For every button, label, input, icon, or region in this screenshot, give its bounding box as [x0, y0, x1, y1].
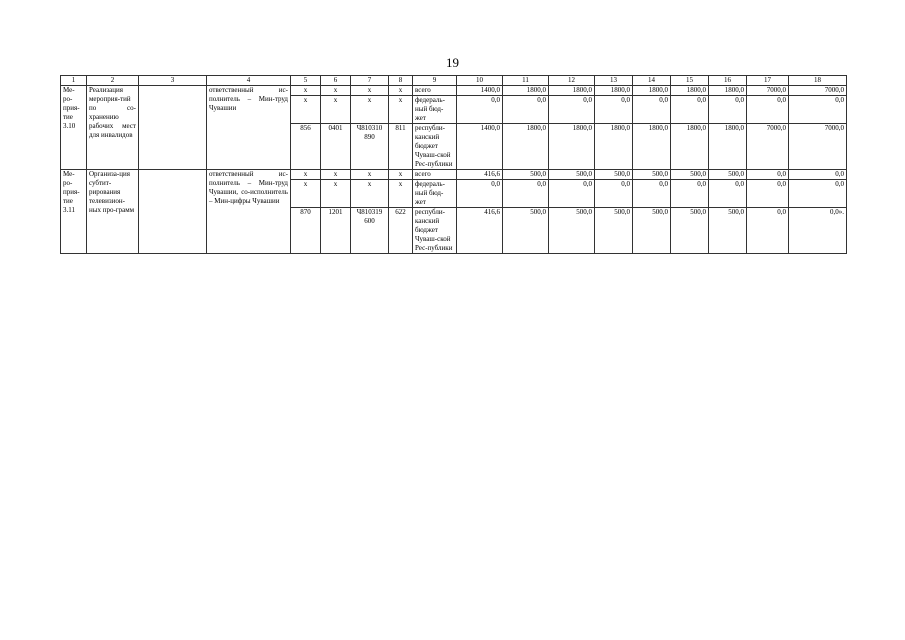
code-cell: 0401: [321, 124, 351, 170]
amount-cell: 0,0: [595, 180, 633, 208]
amount-cell: 500,0: [633, 208, 671, 254]
code-cell: 856: [291, 124, 321, 170]
amount-cell: 0,0: [633, 180, 671, 208]
column-header: 16: [709, 76, 747, 86]
code-cell: x: [291, 86, 321, 96]
code-cell: x: [351, 170, 389, 180]
amount-cell: 0,0: [595, 96, 633, 124]
funding-source-cell: федераль-ный бюд-жет: [413, 180, 457, 208]
executor-cell: ответственный ис-полнитель – Мин-труд Чувашии: [207, 86, 291, 170]
amount-cell: 500,0: [549, 208, 595, 254]
page-number: 19: [446, 55, 459, 70]
code-cell: x: [351, 86, 389, 96]
code-cell: 870: [291, 208, 321, 254]
funding-source-cell: республи-канский бюджет Чуваш-ской Рес-публики: [413, 124, 457, 170]
code-cell: 622: [389, 208, 413, 254]
event-number: Ме- ро- прия- тие 3.10: [61, 86, 87, 170]
code-cell: x: [351, 180, 389, 208]
amount-cell: 500,0: [671, 208, 709, 254]
amount-cell: 1800,0: [709, 124, 747, 170]
code-cell: x: [389, 180, 413, 208]
code-cell: x: [321, 180, 351, 208]
amount-cell: 500,0: [503, 170, 549, 180]
executor-cell: ответственный ис-полнитель – Мин-труд Чувашии, со-исполнитель – Мин-цифры Чувашии: [207, 170, 291, 254]
code-cell: x: [321, 96, 351, 124]
amount-cell: 0,0: [503, 96, 549, 124]
amount-cell: 0,0: [747, 208, 789, 254]
amount-cell: 500,0: [595, 170, 633, 180]
column-header: 12: [549, 76, 595, 86]
amount-cell: 500,0: [633, 170, 671, 180]
amount-cell: 1800,0: [549, 86, 595, 96]
amount-cell: 500,0: [671, 170, 709, 180]
column-header: 13: [595, 76, 633, 86]
column-header: 6: [321, 76, 351, 86]
amount-cell: 416,6: [457, 170, 503, 180]
amount-cell: 1800,0: [709, 86, 747, 96]
amount-cell: 0,0».: [789, 208, 847, 254]
code-cell: Ч810310 890: [351, 124, 389, 170]
code-cell: x: [351, 96, 389, 124]
amount-cell: 7000,0: [747, 86, 789, 96]
amount-cell: 500,0: [709, 208, 747, 254]
funding-source-cell: всего: [413, 86, 457, 96]
amount-cell: 1800,0: [671, 124, 709, 170]
amount-cell: 1800,0: [671, 86, 709, 96]
code-cell: x: [291, 96, 321, 124]
column-header: 7: [351, 76, 389, 86]
code-cell: x: [291, 180, 321, 208]
column-header: 10: [457, 76, 503, 86]
table-row: [61, 86, 847, 96]
code-cell: 811: [389, 124, 413, 170]
amount-cell: 416,6: [457, 208, 503, 254]
amount-cell: 0,0: [503, 180, 549, 208]
amount-cell: 0,0: [457, 180, 503, 208]
amount-cell: 1400,0: [457, 124, 503, 170]
amount-cell: 0,0: [457, 96, 503, 124]
amount-cell: 7000,0: [747, 124, 789, 170]
amount-cell: 0,0: [549, 96, 595, 124]
amount-cell: 0,0: [709, 180, 747, 208]
code-cell: x: [291, 170, 321, 180]
code-cell: Ч810319 600: [351, 208, 389, 254]
amount-cell: 500,0: [549, 170, 595, 180]
column-3-cell: [139, 170, 207, 254]
code-cell: x: [389, 170, 413, 180]
amount-cell: 7000,0: [789, 86, 847, 96]
event-name: Организа-ция субтит-рирования телевизион-ных про-грамм: [87, 170, 139, 254]
amount-cell: 0,0: [747, 180, 789, 208]
column-header: 9: [413, 76, 457, 86]
event-number: Ме- ро- прия- тие 3.11: [61, 170, 87, 254]
column-header: 17: [747, 76, 789, 86]
amount-cell: 1800,0: [633, 86, 671, 96]
amount-cell: 1800,0: [595, 86, 633, 96]
budget-table: [60, 75, 847, 254]
amount-cell: 1800,0: [503, 86, 549, 96]
column-header: 2: [87, 76, 139, 86]
code-cell: x: [321, 170, 351, 180]
amount-cell: 1800,0: [595, 124, 633, 170]
column-header: 11: [503, 76, 549, 86]
column-header: 18: [789, 76, 847, 86]
column-header: 5: [291, 76, 321, 86]
table-header-row: [61, 76, 847, 86]
column-header: 3: [139, 76, 207, 86]
table-row: [61, 170, 847, 180]
column-header: 1: [61, 76, 87, 86]
amount-cell: 1400,0: [457, 86, 503, 96]
amount-cell: 0,0: [709, 96, 747, 124]
amount-cell: 0,0: [549, 180, 595, 208]
amount-cell: 0,0: [671, 96, 709, 124]
amount-cell: 500,0: [595, 208, 633, 254]
amount-cell: 0,0: [747, 96, 789, 124]
amount-cell: 500,0: [503, 208, 549, 254]
code-cell: x: [389, 86, 413, 96]
column-header: 4: [207, 76, 291, 86]
amount-cell: 0,0: [671, 180, 709, 208]
code-cell: x: [389, 96, 413, 124]
amount-cell: 0,0: [789, 170, 847, 180]
funding-source-cell: всего: [413, 170, 457, 180]
amount-cell: 7000,0: [789, 124, 847, 170]
amount-cell: 0,0: [789, 180, 847, 208]
column-header: 15: [671, 76, 709, 86]
amount-cell: 0,0: [747, 170, 789, 180]
column-header: 8: [389, 76, 413, 86]
code-cell: x: [321, 86, 351, 96]
amount-cell: 0,0: [789, 96, 847, 124]
amount-cell: 0,0: [633, 96, 671, 124]
code-cell: 1201: [321, 208, 351, 254]
amount-cell: 1800,0: [549, 124, 595, 170]
amount-cell: 500,0: [709, 170, 747, 180]
event-name: Реализация мероприя-тий по со-хранению рабочих мест для инвалидов: [87, 86, 139, 170]
funding-source-cell: федераль-ный бюд-жет: [413, 96, 457, 124]
column-header: 14: [633, 76, 671, 86]
amount-cell: 1800,0: [503, 124, 549, 170]
funding-source-cell: республи-канский бюджет Чуваш-ской Рес-публики: [413, 208, 457, 254]
column-3-cell: [139, 86, 207, 170]
amount-cell: 1800,0: [633, 124, 671, 170]
